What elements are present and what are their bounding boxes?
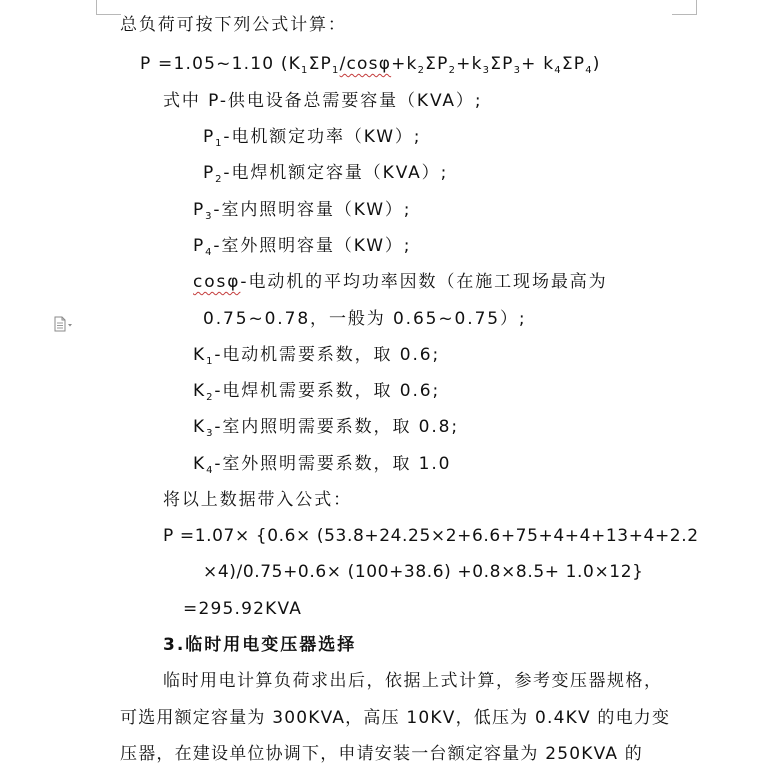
- definition-k4: $K_4-$室外照明需要系数，取 1.0: [193, 454, 452, 476]
- definition-cosphi: cosφ-电动机的平均功率因数（在施工现场最高为: [193, 272, 608, 292]
- intro-line: 总负荷可按下列公式计算：: [120, 15, 347, 35]
- paragraph-line-2: 可选用额定容量为 300KVA，高压 10KV，低压为 0.4KV 的电力变: [120, 708, 671, 728]
- page-corner-left: [96, 0, 121, 15]
- definition-k3: $K_3-$室内照明需要系数，取 0.8;: [193, 417, 460, 439]
- document-options-icon[interactable]: [54, 316, 74, 332]
- definition-k2: $K_2-$电焊机需要系数，取 0.6;: [193, 381, 441, 403]
- calculation-line-2: ×4)/0.75+0.6× (100+38.6) +0.8×8.5+ 1.0×12}: [203, 562, 644, 582]
- calculation-line-1: P =1.07× {0.6× (53.8+24.25×2+6.6+75+4+4+13+4+2.2: [163, 526, 699, 546]
- substitute-line: 将以上数据带入公式：: [163, 490, 352, 510]
- document-icon: [54, 316, 74, 332]
- paragraph-line-1: 临时用电计算负荷求出后，依据上式计算，参考变压器规格，: [163, 671, 663, 691]
- calculation-result: =295.92KVA: [183, 599, 303, 619]
- page-corner-right: [672, 0, 697, 15]
- cos-phi-term: /cosφ: [339, 54, 392, 74]
- definition-k1: $K_1-$电动机需要系数，取 0.6;: [193, 345, 441, 367]
- cosphi-continuation: 0.75~0.78，一般为 0.65~0.75）;: [203, 309, 527, 329]
- definition-p1: $P_1-$电机额定功率（KW）;: [203, 127, 422, 149]
- definition-p3: $P_3-$室内照明容量（KW）;: [193, 200, 412, 222]
- paragraph-line-3: 压器，在建设单位协调下，申请安装一台额定容量为 250KVA 的: [120, 744, 643, 764]
- section-heading: 3.临时用电变压器选择: [163, 635, 357, 655]
- definition-p: 式中 P-供电设备总需要容量（KVA）;: [163, 91, 483, 111]
- definition-p2: $P_2-$电焊机额定容量（KVA）;: [203, 163, 449, 185]
- formula-line: P =1.05~1.10 $(K_1\Sigma P_1/\cos\varphi+k_2\Sigma P_2+k_3\Sigma P_3+ k_4\Sigma P_4)$: [140, 54, 601, 76]
- definition-p4: $P_4-$室外照明容量（KW）;: [193, 236, 412, 258]
